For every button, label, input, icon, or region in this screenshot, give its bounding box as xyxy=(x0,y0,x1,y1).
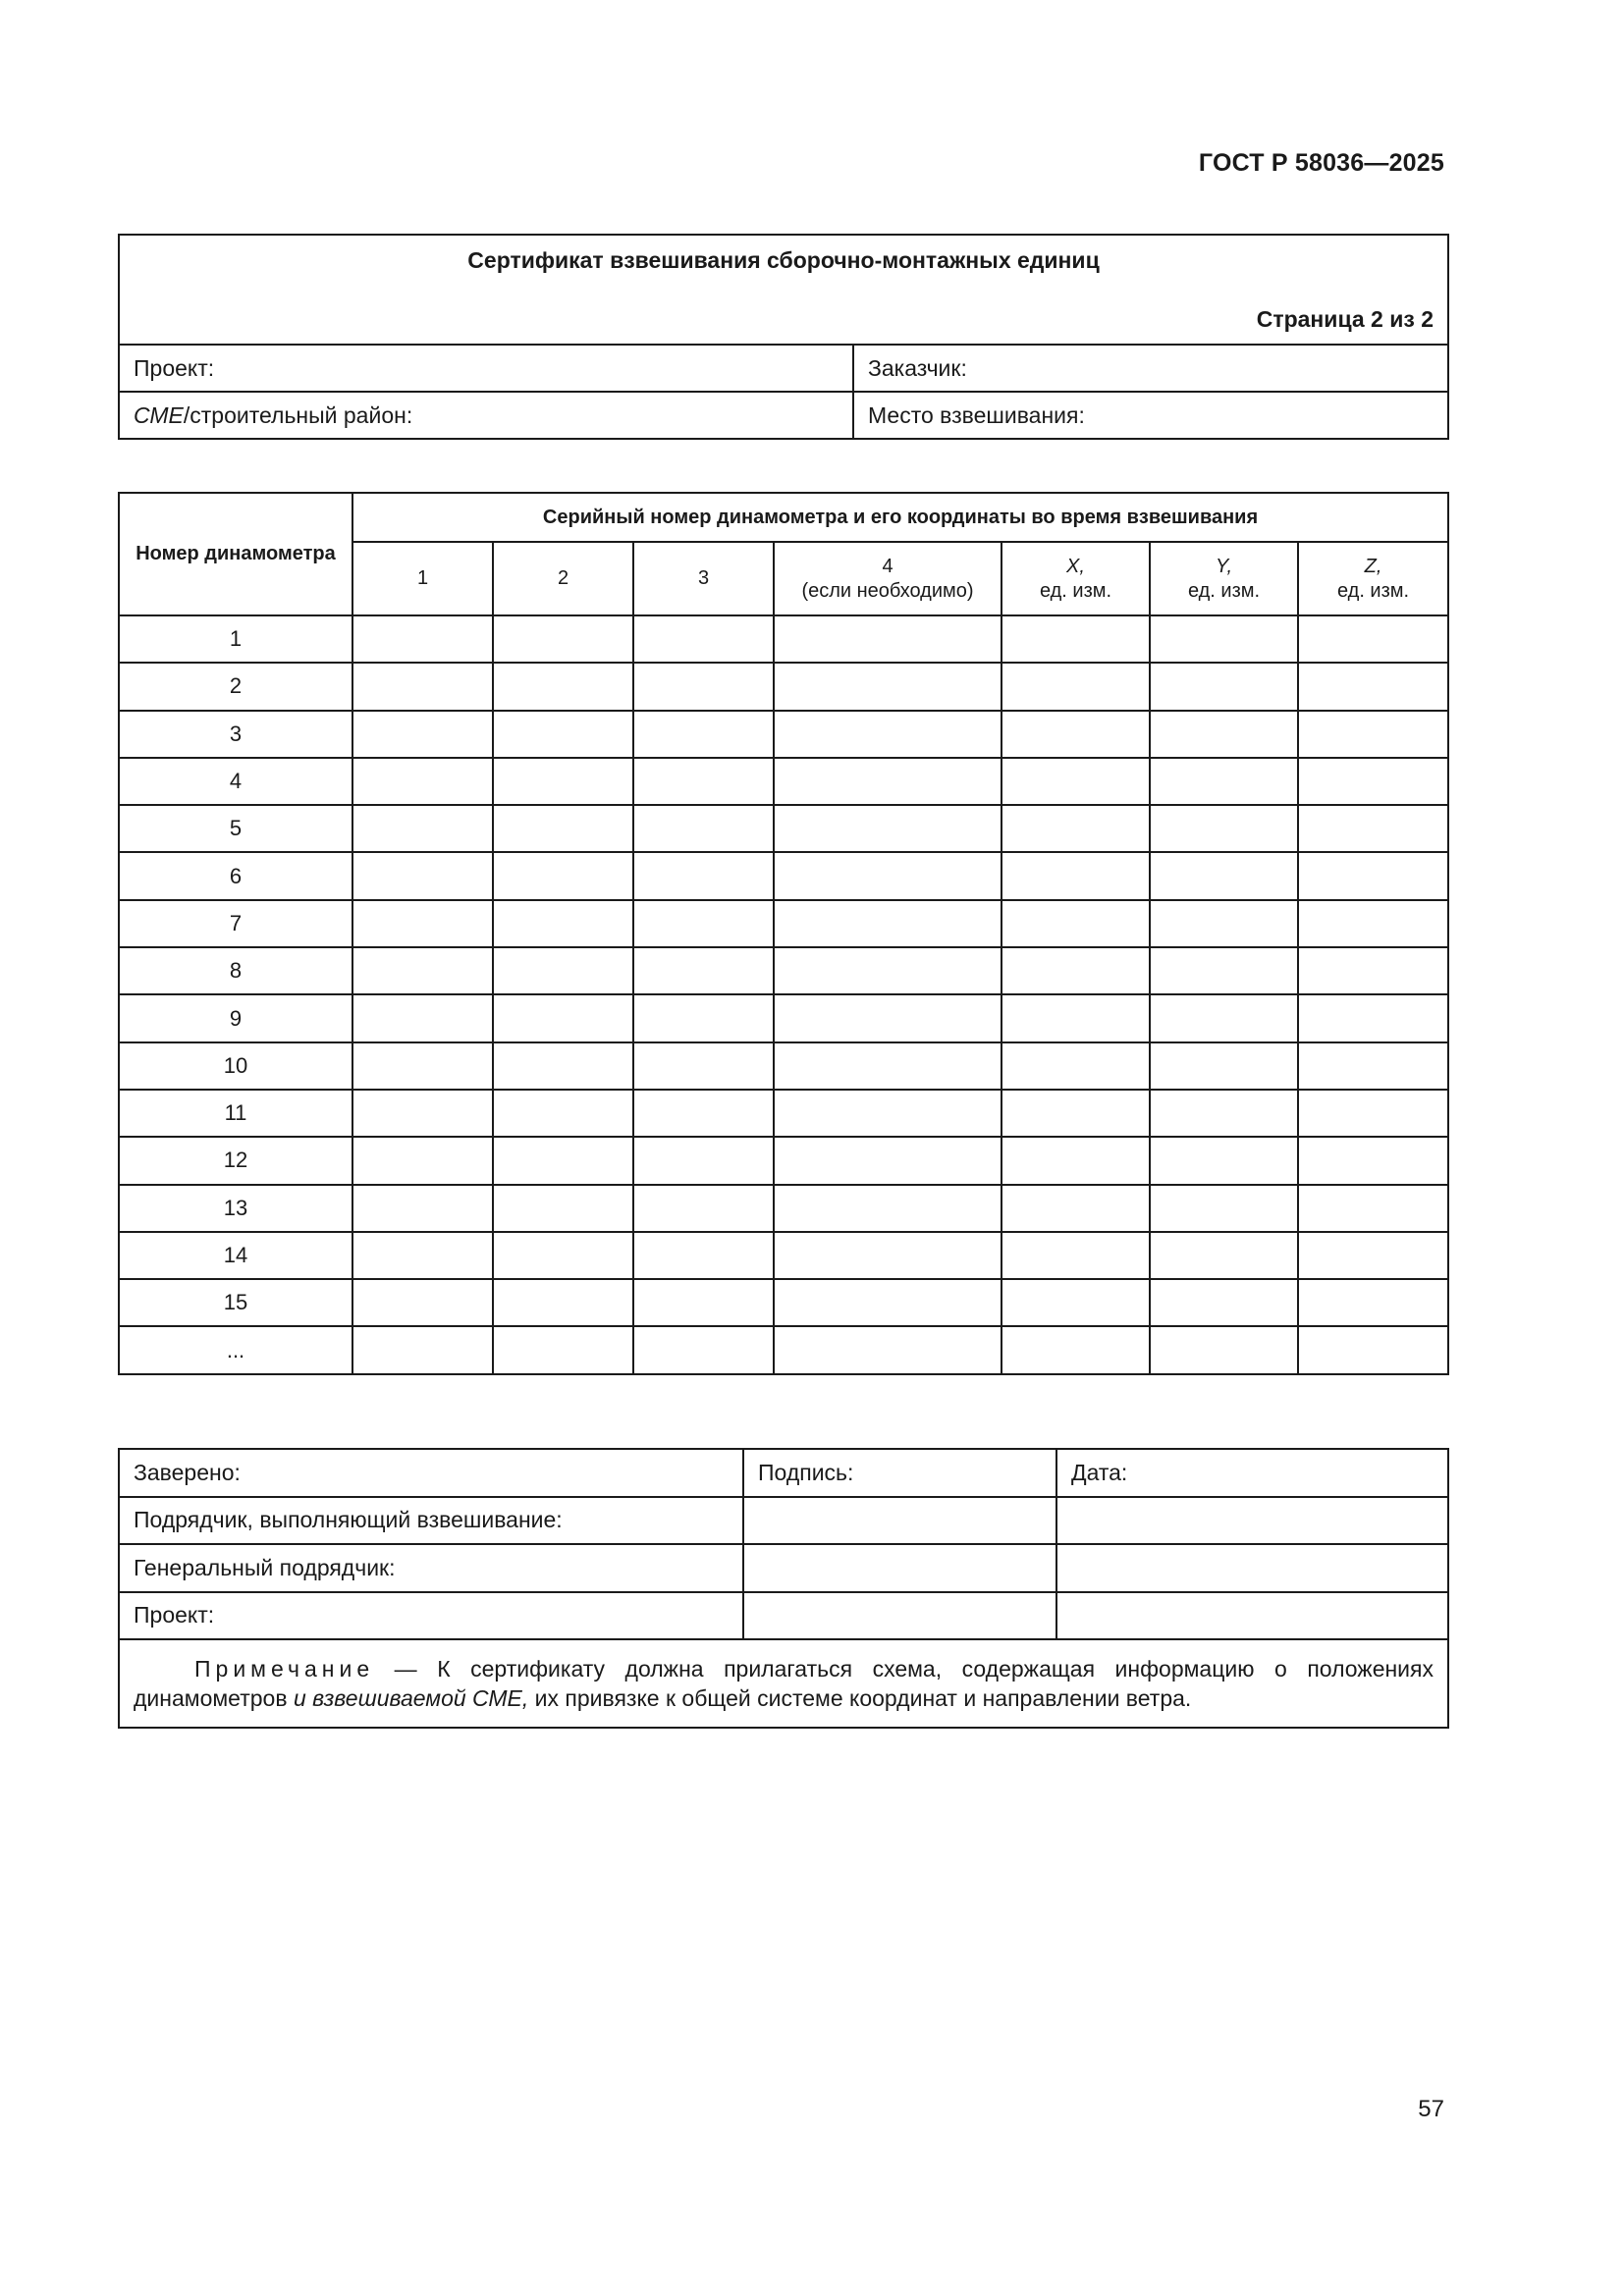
entry-cell[interactable] xyxy=(1298,852,1448,899)
entry-cell[interactable] xyxy=(633,994,774,1041)
entry-cell[interactable] xyxy=(493,1137,633,1184)
entry-cell[interactable] xyxy=(1298,1185,1448,1232)
table-row xyxy=(119,994,1448,1041)
weighing-place-label: Место взвешивания: xyxy=(868,401,1085,428)
entry-cell[interactable] xyxy=(633,1326,774,1373)
entry-cell[interactable] xyxy=(1001,1090,1150,1137)
customer-label: Заказчик: xyxy=(868,354,967,381)
entry-cell[interactable] xyxy=(1298,1090,1448,1137)
column-header-1: 1 xyxy=(352,542,493,615)
column-header-4: 4 (если необходимо) xyxy=(774,542,1001,615)
table-row xyxy=(119,1232,1448,1279)
entry-cell[interactable] xyxy=(1150,1232,1298,1279)
entry-cell[interactable] xyxy=(352,805,493,852)
entry-cell[interactable] xyxy=(493,994,633,1041)
entry-cell[interactable] xyxy=(352,1185,493,1232)
dynamometer-number: 9 xyxy=(119,994,352,1041)
entry-cell[interactable] xyxy=(352,663,493,710)
table-row xyxy=(119,852,1448,899)
dynamometer-number: 12 xyxy=(119,1137,352,1184)
certificate-title: Сертификат взвешивания сборочно-монтажных единиц xyxy=(467,247,1100,273)
entry-cell[interactable] xyxy=(1150,805,1298,852)
entry-cell[interactable] xyxy=(352,615,493,663)
entry-cell[interactable] xyxy=(633,663,774,710)
table-row xyxy=(119,805,1448,852)
entry-cell[interactable] xyxy=(1298,615,1448,663)
table-row xyxy=(119,1090,1448,1137)
note-text-italic: и взвешиваемой СМЕ, xyxy=(293,1685,529,1711)
entry-cell[interactable] xyxy=(1150,947,1298,994)
entry-cell[interactable] xyxy=(1001,663,1150,710)
entry-cell[interactable] xyxy=(352,1279,493,1326)
project-signature-field[interactable] xyxy=(743,1592,1056,1640)
entry-cell[interactable] xyxy=(1001,1137,1150,1184)
entry-cell[interactable] xyxy=(1001,900,1150,947)
entry-cell[interactable] xyxy=(1150,663,1298,710)
general-contractor-label: Генеральный подрядчик: xyxy=(119,1544,743,1592)
dynamometer-number: 5 xyxy=(119,805,352,852)
signature-label-cell: Подпись: xyxy=(743,1449,1056,1497)
entry-cell[interactable] xyxy=(1001,852,1150,899)
entry-cell[interactable] xyxy=(1150,1042,1298,1090)
entry-cell[interactable] xyxy=(774,1090,1001,1137)
dynamometer-number: 1 xyxy=(119,615,352,663)
entry-cell[interactable] xyxy=(1001,805,1150,852)
entry-cell[interactable] xyxy=(633,805,774,852)
table-row xyxy=(119,900,1448,947)
entry-cell[interactable] xyxy=(352,1232,493,1279)
entry-cell[interactable] xyxy=(1150,852,1298,899)
dynamometer-number: 11 xyxy=(119,1090,352,1137)
dynamometer-number: 15 xyxy=(119,1279,352,1326)
entry-cell[interactable] xyxy=(352,994,493,1041)
entry-cell[interactable] xyxy=(1001,1279,1150,1326)
entry-cell[interactable] xyxy=(1150,994,1298,1041)
note-text-2: их привязке к общей системе координат и направлении ветра. xyxy=(528,1685,1192,1711)
table-row xyxy=(119,1326,1448,1373)
entry-cell[interactable] xyxy=(774,947,1001,994)
entry-cell[interactable] xyxy=(493,947,633,994)
table-row xyxy=(119,1042,1448,1090)
entry-cell[interactable] xyxy=(774,900,1001,947)
entry-cell[interactable] xyxy=(633,1042,774,1090)
entry-cell[interactable] xyxy=(774,1185,1001,1232)
general-contractor-signature-field[interactable] xyxy=(743,1544,1056,1592)
weighing-contractor-signature-field[interactable] xyxy=(743,1497,1056,1545)
page-number: 57 xyxy=(1418,2096,1444,2122)
entry-cell[interactable] xyxy=(1001,994,1150,1041)
entry-cell[interactable] xyxy=(774,1042,1001,1090)
signoff-table xyxy=(118,1448,1449,1729)
cme-prefix: СМЕ xyxy=(134,401,184,428)
entry-cell[interactable] xyxy=(1150,1090,1298,1137)
table-row xyxy=(119,947,1448,994)
entry-cell[interactable] xyxy=(493,1232,633,1279)
column-header-2: 2 xyxy=(493,542,633,615)
entry-cell[interactable] xyxy=(1001,1326,1150,1373)
date-label-cell: Дата: xyxy=(1056,1449,1448,1497)
entry-cell[interactable] xyxy=(633,1090,774,1137)
dynamometer-number: 3 xyxy=(119,711,352,758)
note-label: Примечание xyxy=(194,1656,375,1682)
entry-cell[interactable] xyxy=(352,900,493,947)
table-row xyxy=(119,758,1448,805)
entry-cell[interactable] xyxy=(493,1185,633,1232)
entry-cell[interactable] xyxy=(774,711,1001,758)
entry-cell[interactable] xyxy=(774,615,1001,663)
dynamometer-number: 6 xyxy=(119,852,352,899)
note-text-1: — К сертификату должна прилагаться схема, содержащая информацию о положениях динамометров xyxy=(134,1656,1434,1711)
entry-cell[interactable] xyxy=(774,663,1001,710)
column-header-5: X, ед. изм. xyxy=(1001,542,1150,615)
dynamometer-table xyxy=(118,492,1449,1375)
entry-cell[interactable] xyxy=(1001,947,1150,994)
document-code: ГОСТ Р 58036—2025 xyxy=(1198,149,1444,177)
entry-cell[interactable] xyxy=(1001,1185,1150,1232)
entry-cell[interactable] xyxy=(352,758,493,805)
entry-cell[interactable] xyxy=(352,1090,493,1137)
project-date-field[interactable] xyxy=(1056,1592,1448,1640)
entry-cell[interactable] xyxy=(774,1137,1001,1184)
entry-cell[interactable] xyxy=(1298,900,1448,947)
entry-cell[interactable] xyxy=(1001,758,1150,805)
entry-cell[interactable] xyxy=(774,1326,1001,1373)
entry-cell[interactable] xyxy=(1001,711,1150,758)
entry-cell[interactable] xyxy=(493,1042,633,1090)
entry-cell[interactable] xyxy=(1150,900,1298,947)
dynamometer-number: ... xyxy=(119,1326,352,1373)
entry-cell[interactable] xyxy=(1298,1137,1448,1184)
entry-cell[interactable] xyxy=(774,994,1001,1041)
entry-cell[interactable] xyxy=(493,900,633,947)
entry-cell[interactable] xyxy=(1150,758,1298,805)
note-cell xyxy=(119,1639,1448,1728)
entry-cell[interactable] xyxy=(1001,1042,1150,1090)
entry-cell[interactable] xyxy=(1298,663,1448,710)
entry-cell[interactable] xyxy=(493,758,633,805)
entry-cell[interactable] xyxy=(352,1137,493,1184)
entry-cell[interactable] xyxy=(493,711,633,758)
entry-cell[interactable] xyxy=(1298,1279,1448,1326)
project-role-label: Проект: xyxy=(119,1592,743,1640)
entry-cell[interactable] xyxy=(493,805,633,852)
serial-coordinates-header: Серийный номер динамометра и его координаты во время взвешивания xyxy=(352,493,1448,542)
entry-cell[interactable] xyxy=(1298,1326,1448,1373)
entry-cell[interactable] xyxy=(1298,1232,1448,1279)
entry-cell[interactable] xyxy=(493,1326,633,1373)
certificate-header-table xyxy=(118,234,1449,440)
general-contractor-date-field[interactable] xyxy=(1056,1544,1448,1592)
entry-cell[interactable] xyxy=(633,1137,774,1184)
entry-cell[interactable] xyxy=(1298,994,1448,1041)
entry-cell[interactable] xyxy=(1150,1185,1298,1232)
entry-cell[interactable] xyxy=(1298,805,1448,852)
dynamometer-number: 13 xyxy=(119,1185,352,1232)
entry-cell[interactable] xyxy=(1150,711,1298,758)
entry-cell[interactable] xyxy=(774,1232,1001,1279)
entry-cell[interactable] xyxy=(1150,1279,1298,1326)
entry-cell[interactable] xyxy=(633,711,774,758)
entry-cell[interactable] xyxy=(633,852,774,899)
weighing-contractor-label: Подрядчик, выполняющий взвешивание: xyxy=(119,1497,743,1545)
entry-cell[interactable] xyxy=(633,1279,774,1326)
entry-cell[interactable] xyxy=(1150,1326,1298,1373)
entry-cell[interactable] xyxy=(774,852,1001,899)
table-row xyxy=(119,711,1448,758)
entry-cell[interactable] xyxy=(1150,615,1298,663)
entry-cell[interactable] xyxy=(352,947,493,994)
entry-cell[interactable] xyxy=(493,852,633,899)
district-field[interactable] xyxy=(119,392,853,439)
dynamometer-number: 2 xyxy=(119,663,352,710)
weighing-place-field[interactable] xyxy=(853,392,1448,439)
entry-cell[interactable] xyxy=(1150,1137,1298,1184)
page-of-indicator: Страница 2 из 2 xyxy=(1256,306,1434,332)
table-row xyxy=(119,1279,1448,1326)
entry-cell[interactable] xyxy=(1298,947,1448,994)
entry-cell[interactable] xyxy=(774,1279,1001,1326)
entry-cell[interactable] xyxy=(1001,615,1150,663)
table-row xyxy=(119,663,1448,710)
dynamometer-number: 10 xyxy=(119,1042,352,1090)
entry-cell[interactable] xyxy=(493,615,633,663)
weighing-contractor-date-field[interactable] xyxy=(1056,1497,1448,1545)
district-label: /строительный район: xyxy=(183,401,413,428)
entry-cell[interactable] xyxy=(352,1042,493,1090)
column-header-6: Y, ед. изм. xyxy=(1150,542,1298,615)
entry-cell[interactable] xyxy=(633,1185,774,1232)
dynamometer-number: 14 xyxy=(119,1232,352,1279)
entry-cell[interactable] xyxy=(633,758,774,805)
entry-cell[interactable] xyxy=(633,615,774,663)
dynamometer-number: 4 xyxy=(119,758,352,805)
entry-cell[interactable] xyxy=(633,947,774,994)
table-row xyxy=(119,1137,1448,1184)
entry-cell[interactable] xyxy=(633,900,774,947)
column-header-7: Z, ед. изм. xyxy=(1298,542,1448,615)
entry-cell[interactable] xyxy=(493,663,633,710)
entry-cell[interactable] xyxy=(633,1232,774,1279)
dynamometer-number-header: Номер динамометра xyxy=(119,493,352,615)
entry-cell[interactable] xyxy=(1298,758,1448,805)
entry-cell[interactable] xyxy=(1298,1042,1448,1090)
entry-cell[interactable] xyxy=(493,1279,633,1326)
entry-cell[interactable] xyxy=(774,758,1001,805)
certificate-title-cell xyxy=(119,235,1448,345)
entry-cell[interactable] xyxy=(352,852,493,899)
entry-cell[interactable] xyxy=(352,711,493,758)
entry-cell[interactable] xyxy=(774,805,1001,852)
entry-cell[interactable] xyxy=(493,1090,633,1137)
project-label: Проект: xyxy=(134,354,215,381)
entry-cell[interactable] xyxy=(352,1326,493,1373)
dynamometer-number: 8 xyxy=(119,947,352,994)
entry-cell[interactable] xyxy=(1298,711,1448,758)
entry-cell[interactable] xyxy=(1001,1232,1150,1279)
customer-field[interactable] xyxy=(853,345,1448,392)
project-field[interactable] xyxy=(119,345,853,392)
table-row xyxy=(119,615,1448,663)
dynamometer-number: 7 xyxy=(119,900,352,947)
certified-label-cell: Заверено: xyxy=(119,1449,743,1497)
table-row xyxy=(119,1185,1448,1232)
column-header-3: 3 xyxy=(633,542,774,615)
